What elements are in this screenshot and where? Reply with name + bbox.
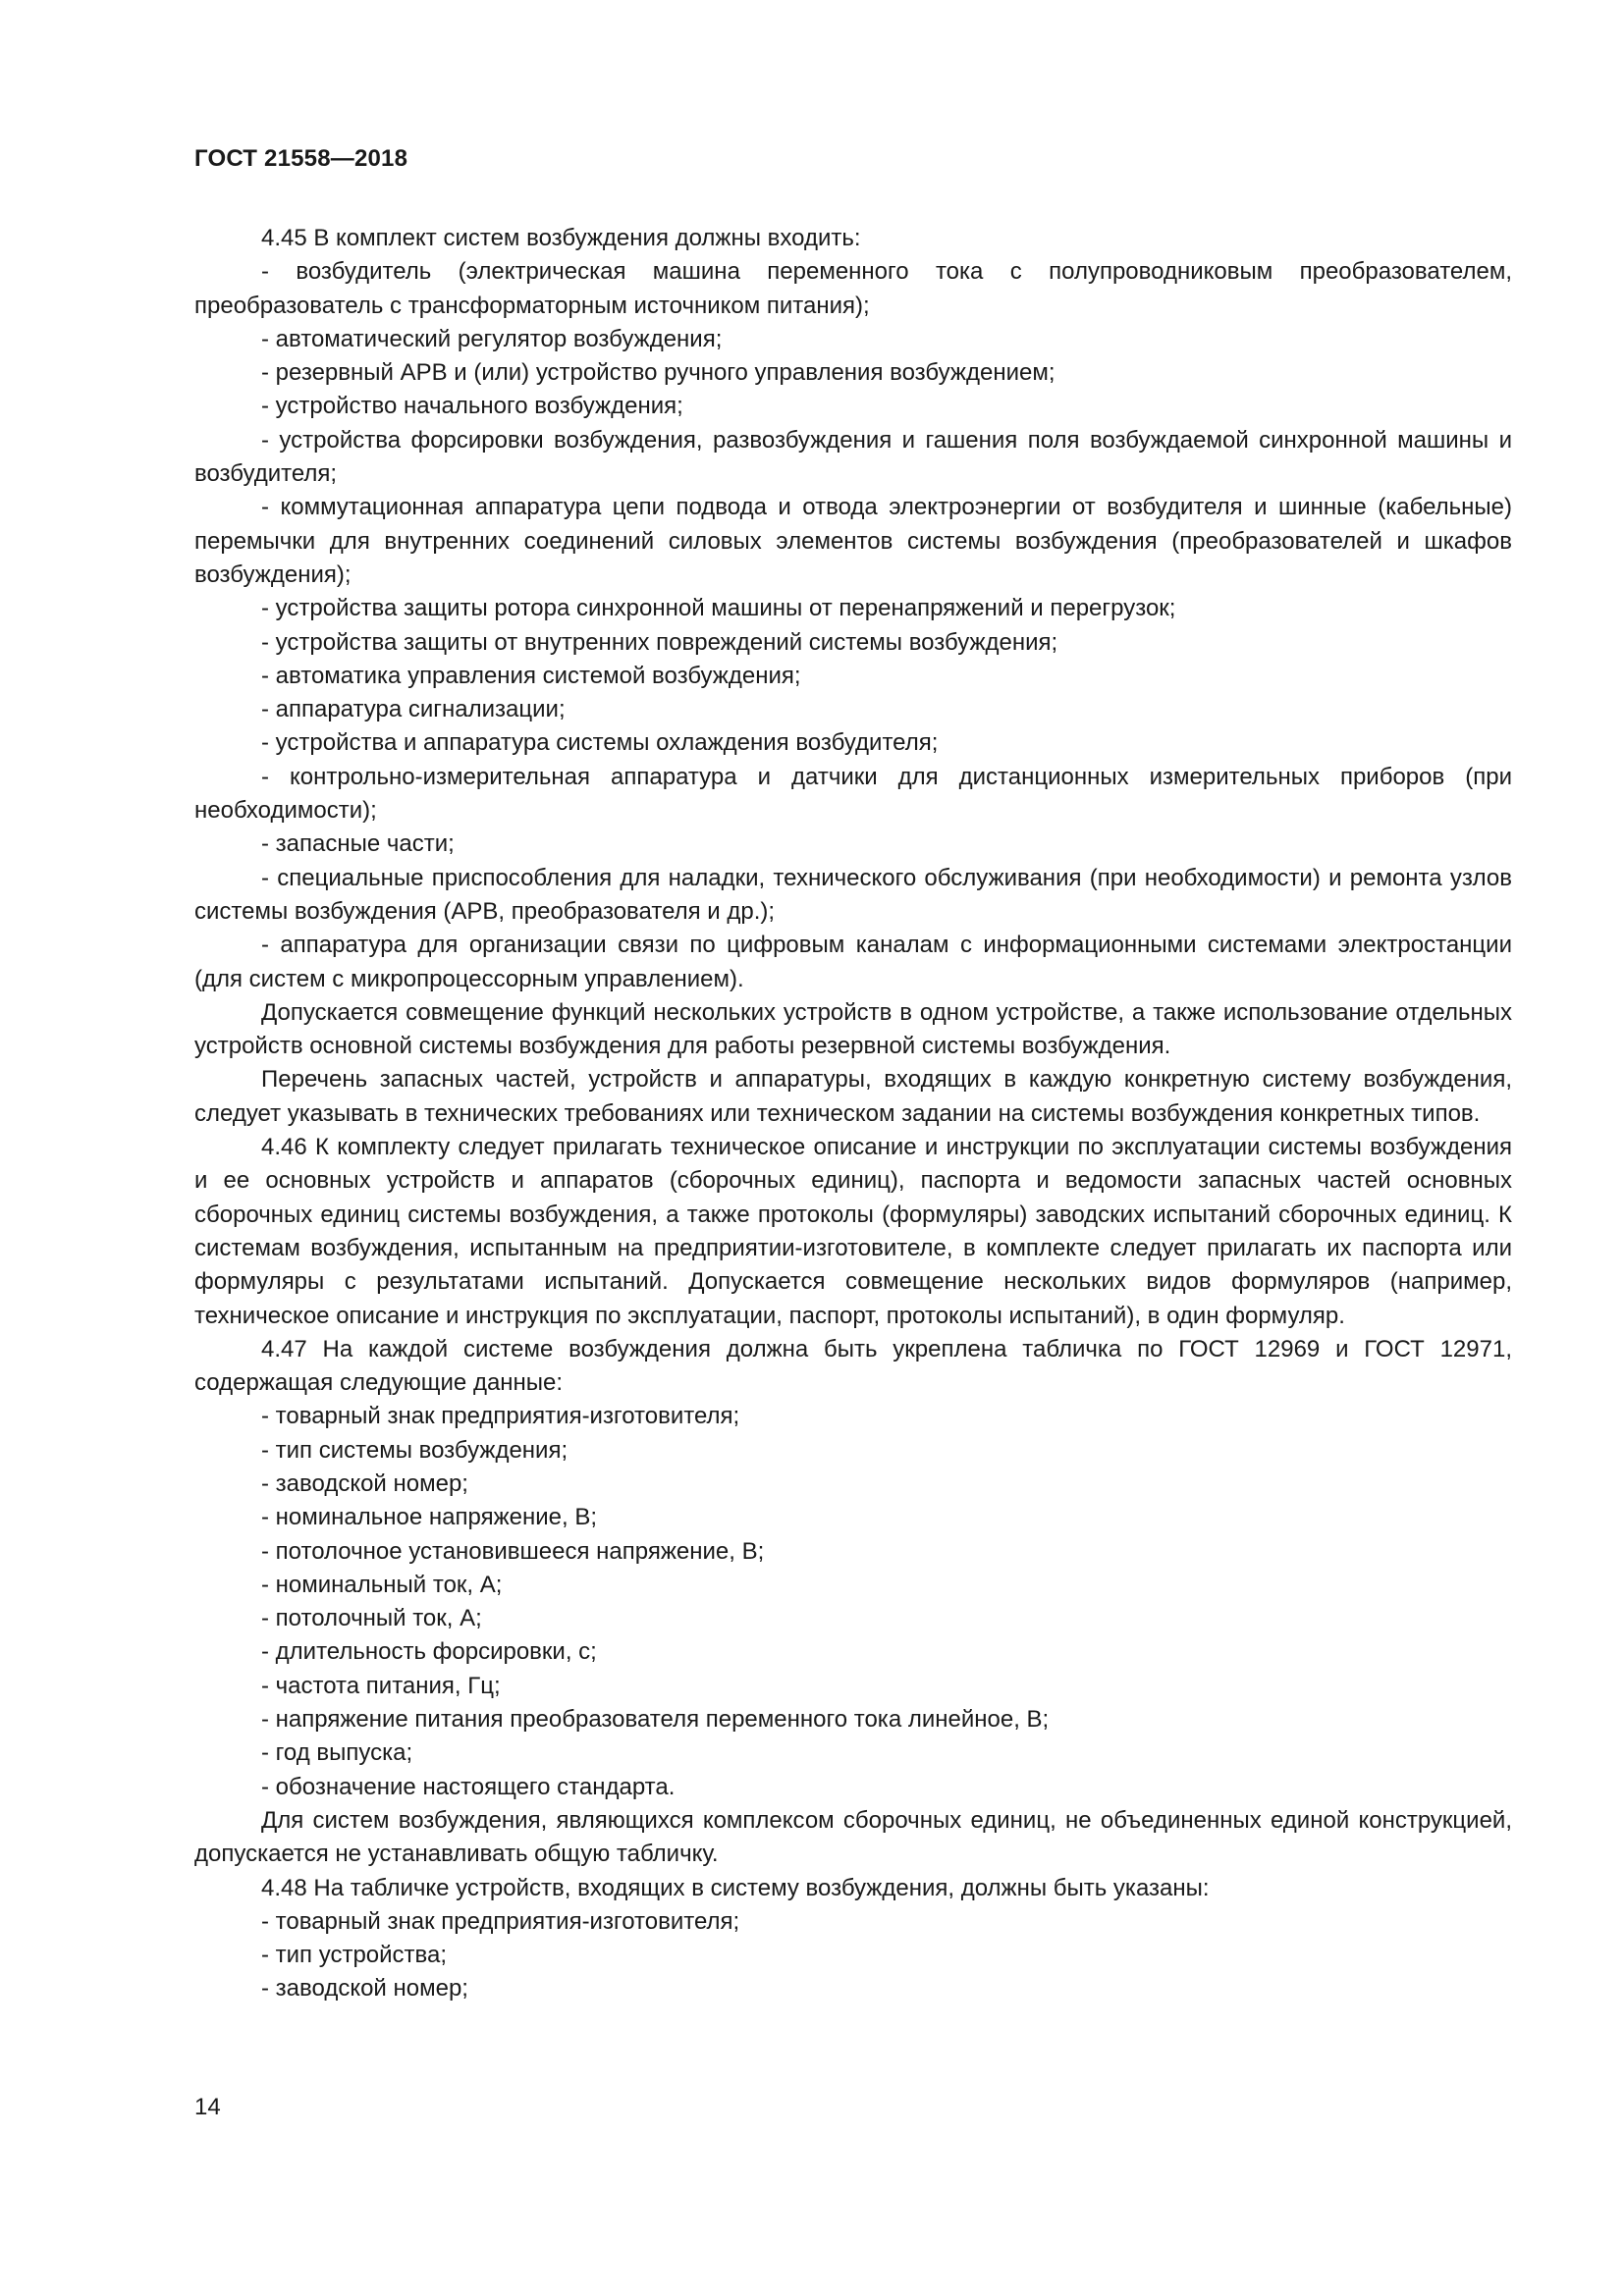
list-item: - специальные приспособления для наладки, технического обслуживания (при необходимости) и ремонта узлов системы возбуждения (АРВ, преобразователя и др.); xyxy=(194,864,1512,925)
list-item: - контрольно-измерительная аппаратура и датчики для дистанционных измерительных приборов (при необходимости); xyxy=(194,763,1512,825)
list-item: - потолочное установившееся напряжение, В; xyxy=(261,1537,765,1565)
body-paragraph: Перечень запасных частей, устройств и аппаратуры, входящих в каждую конкретную систему возбуждения, следует указывать в технических требованиях или техническом задании на системы возбуждения конкретных типов. xyxy=(194,1066,1512,1127)
list-item: - заводской номер; xyxy=(261,1469,468,1497)
list-item: - номинальный ток, А; xyxy=(261,1571,503,1598)
list-item: - аппаратура для организации связи по цифровым каналам с информационными системами электростанции (для систем с микропроцессорным управлением). xyxy=(194,932,1512,992)
list-item: - аппаратура сигнализации; xyxy=(261,696,566,723)
list-item: - частота питания, Гц; xyxy=(261,1672,501,1699)
list-item: - устройства и аппаратура системы охлаждения возбудителя; xyxy=(261,729,939,757)
list-item: - устройства защиты ротора синхронной машины от перенапряжений и перегрузок; xyxy=(261,595,1176,622)
list-item: - обозначение настоящего стандарта. xyxy=(261,1773,676,1800)
clause-4-46: 4.46 К комплекту следует прилагать техническое описание и инструкции по эксплуатации системы возбуждения и ее основных устройств и аппаратов (сборочных единиц), паспорта и ведомости запасных частей основных сборочных единиц системы возбуждения, а также протоколы (формуляры) заводских испытаний сборочных единиц. К системам возбуждения, испытанным на предприятии-изготовителе, в комплекте следует прилагать их паспорта или формуляры с результатами испытаний. Допускается совмещение нескольких видов формуляров (например, техническое описание и инструкция по эксплуатации, паспорт, протоколы испытаний), в один формуляр. xyxy=(194,1134,1512,1329)
body-paragraph: Для систем возбуждения, являющихся комплексом сборочных единиц, не объединенных единой конструкцией, допускается не устанавливать общую табличку. xyxy=(194,1806,1512,1868)
list-item: - заводской номер; xyxy=(261,1975,468,2002)
list-item: - запасные части; xyxy=(261,830,455,858)
clause-4-48-heading: 4.48 На табличке устройств, входящих в систему возбуждения, должны быть указаны: xyxy=(261,1874,1210,1901)
list-item: - тип системы возбуждения; xyxy=(261,1436,568,1464)
list-item: - устройство начального возбуждения; xyxy=(261,393,683,420)
clause-4-45-heading: 4.45 В комплект систем возбуждения должны входить: xyxy=(261,225,861,251)
list-item: - резервный АРВ и (или) устройство ручного управления возбуждением; xyxy=(261,359,1056,387)
list-item: - напряжение питания преобразователя переменного тока линейное, В; xyxy=(261,1706,1050,1734)
clause-4-47-heading: 4.47 На каждой системе возбуждения должна быть укреплена табличка по ГОСТ 12969 и ГОСТ 12971, содержащая следующие данные: xyxy=(194,1335,1512,1397)
list-item: - год выпуска; xyxy=(261,1739,413,1767)
list-item: - тип устройства; xyxy=(261,1942,448,1969)
document-header: ГОСТ 21558—2018 xyxy=(194,145,408,172)
list-item: - длительность форсировки, с; xyxy=(261,1638,597,1666)
list-item: - автоматика управления системой возбуждения; xyxy=(261,662,801,689)
document-body xyxy=(194,222,1512,2006)
list-item: - товарный знак предприятия-изготовителя; xyxy=(261,1907,740,1935)
list-item: - устройства форсировки возбуждения, развозбуждения и гашения поля возбуждаемой синхронной машины и возбудителя; xyxy=(194,426,1512,488)
list-item: - устройства защиты от внутренних повреждений системы возбуждения; xyxy=(261,628,1058,656)
page-number: 14 xyxy=(194,2094,221,2120)
list-item: - товарный знак предприятия-изготовителя; xyxy=(261,1403,740,1430)
list-item: - коммутационная аппаратура цепи подвода и отвода электроэнергии от возбудителя и шинные (кабельные) перемычки для внутренних соединений силовых элементов системы возбуждения (преобразователей и шкафов возбуждения); xyxy=(194,494,1512,588)
list-item: - автоматический регулятор возбуждения; xyxy=(261,325,723,352)
list-item: - возбудитель (электрическая машина переменного тока с полупроводниковым преобразователем, преобразователь с трансформаторным источником питания); xyxy=(194,258,1512,319)
list-item: - потолочный ток, А; xyxy=(261,1605,482,1632)
list-item: - номинальное напряжение, В; xyxy=(261,1504,597,1531)
body-paragraph: Допускается совмещение функций нескольких устройств в одном устройстве, а также использование отдельных устройств основной системы возбуждения для работы резервной системы возбуждения. xyxy=(194,998,1512,1060)
